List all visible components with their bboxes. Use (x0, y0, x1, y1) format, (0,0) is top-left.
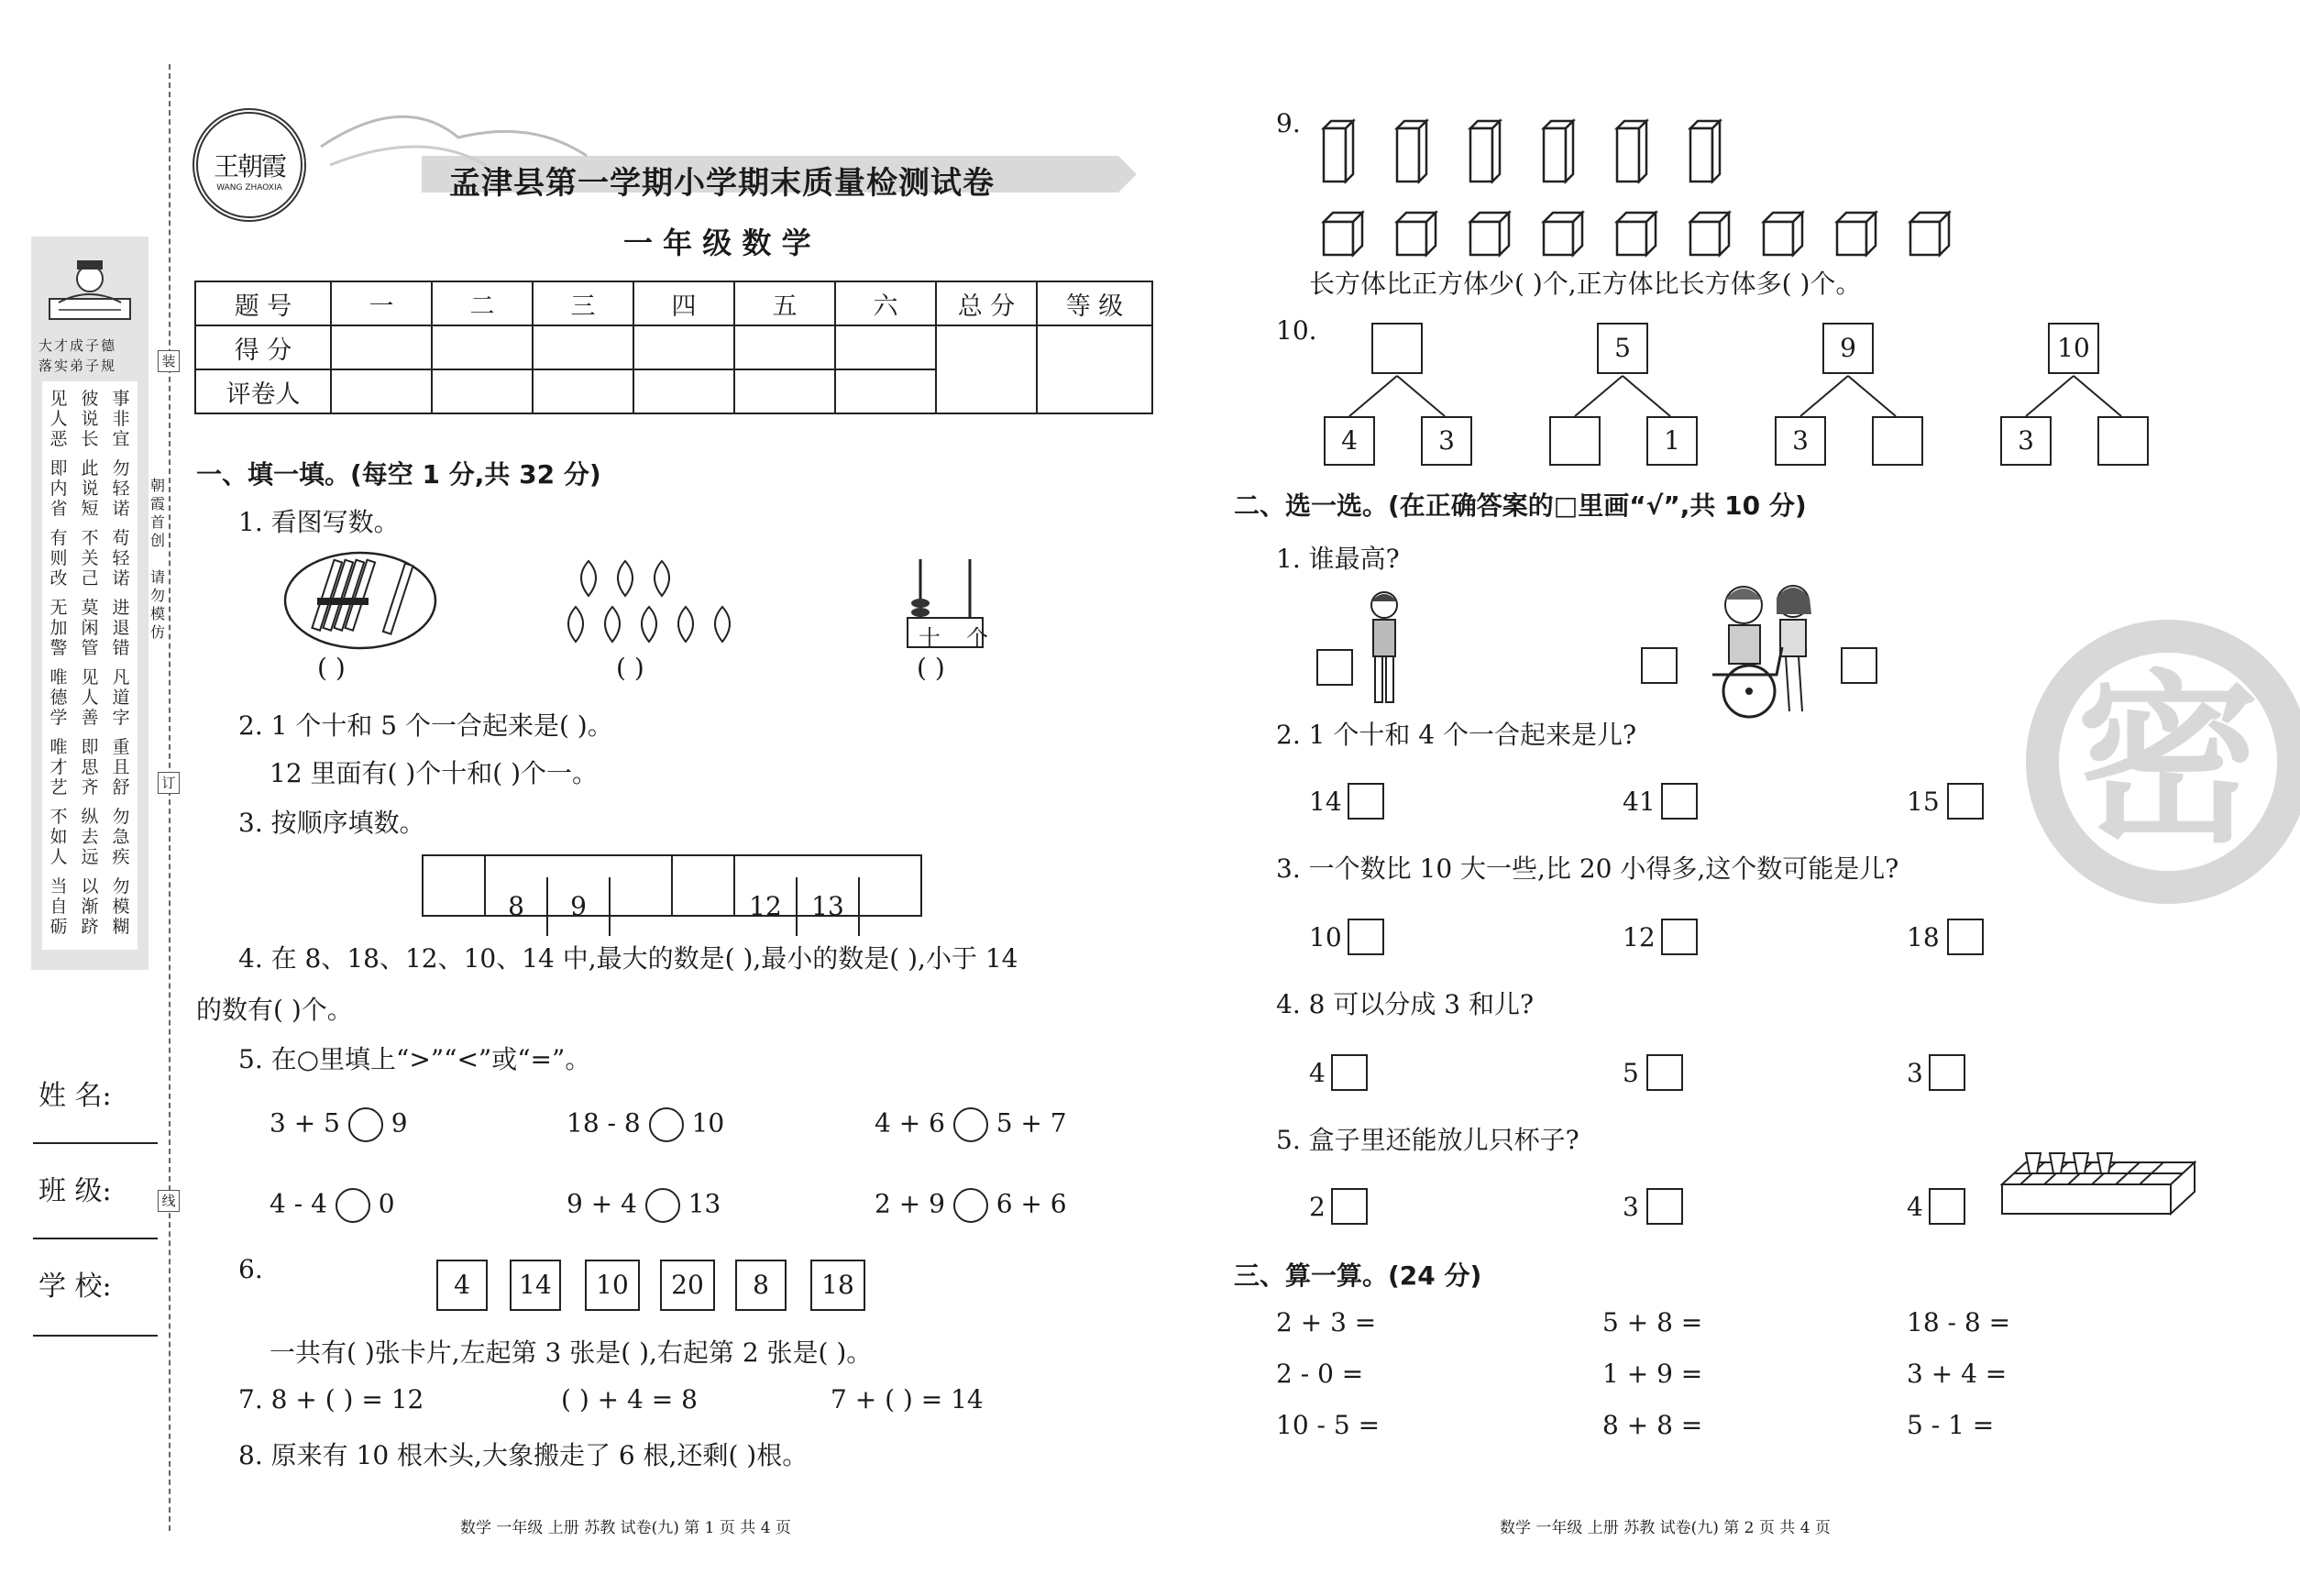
bond-right-box[interactable] (2097, 416, 2149, 466)
cuboids-picture (1320, 116, 1797, 185)
sequence-cell: 8 (486, 877, 548, 936)
sequence-cell: 13 (798, 877, 860, 936)
number-card: 4 (436, 1260, 488, 1311)
q4-text-line2: 的数有( )个。 (196, 995, 353, 1025)
q6-text: 一共有( )张卡片,左起第 3 张是( ),右起第 2 张是( )。 (270, 1337, 873, 1368)
answer-checkbox[interactable] (1947, 919, 1984, 955)
s2q1-text: 1. 谁最高? (1276, 544, 1400, 574)
calc-item: 2 - 0 = (1276, 1359, 1364, 1389)
compare-right: 13 (688, 1188, 721, 1219)
motto-rule-column: 见人善 (81, 667, 99, 728)
s2q4-text: 4. 8 可以分成 3 和儿? (1276, 989, 1534, 1019)
q6-number: 6. (238, 1254, 263, 1284)
compare-right: 5 + 7 (996, 1107, 1067, 1139)
calc-item: 18 - 8 = (1907, 1307, 2011, 1337)
motto-rule-column: 莫闲管 (81, 598, 99, 658)
compare-right: 9 (391, 1107, 408, 1139)
sequence-cell[interactable] (611, 856, 673, 915)
compare-right: 0 (378, 1188, 395, 1219)
q1-answer-3[interactable]: ( ) (917, 653, 945, 683)
page-footer-left: 数学 一年级 上册 苏教 试卷(九) 第 1 页 共 4 页 (460, 1519, 791, 1537)
motto-rule-column: 有则改 (50, 528, 68, 589)
page-footer-right: 数学 一年级 上册 苏教 试卷(九) 第 2 页 共 4 页 (1500, 1519, 1831, 1537)
grader-cell[interactable] (633, 369, 734, 413)
option-label: 10 (1309, 922, 1342, 952)
sequence-row (422, 854, 922, 921)
score-header-cell: 总 分 (936, 281, 1037, 325)
option-label: 4 (1309, 1058, 1326, 1088)
option-label: 18 (1907, 922, 1940, 952)
q7-item-1: 7. 8 + ( ) = 12 (238, 1384, 424, 1414)
number-card: 8 (735, 1260, 787, 1311)
answer-checkbox[interactable] (1661, 783, 1698, 820)
q3-text: 3. 按顺序填数。 (238, 808, 425, 838)
compare-circle[interactable] (953, 1188, 988, 1223)
watermark-seal (2026, 620, 2300, 904)
motto-rule-column: 苟轻诺 (112, 528, 130, 589)
score-header-cell: 六 (835, 281, 936, 325)
calc-item: 10 - 5 = (1276, 1410, 1381, 1440)
number-card: 18 (810, 1260, 865, 1311)
binding-mark-3: 线 (158, 1190, 180, 1212)
grader-row-label: 评卷人 (195, 369, 331, 413)
score-row-label: 得 分 (195, 325, 331, 369)
answer-checkbox[interactable] (1316, 649, 1353, 686)
answer-checkbox[interactable] (1661, 919, 1698, 955)
exam-title: 孟津县第一学期小学期末质量检测试卷 (449, 165, 995, 202)
sequence-cell[interactable] (424, 856, 486, 915)
q4-text-line1: 4. 在 8、18、12、10、14 中,最大的数是( ),最小的数是( ),小于 14 (238, 943, 1018, 974)
compare-left: 3 + 5 (270, 1107, 340, 1139)
score-header-cell: 二 (432, 281, 533, 325)
answer-checkbox[interactable] (1348, 783, 1384, 820)
grader-cell[interactable] (432, 369, 533, 413)
motto-rule-column: 以渐跻 (81, 876, 99, 937)
answer-checkbox[interactable] (1947, 783, 1984, 820)
grader-cell[interactable] (331, 369, 432, 413)
motto-bottom: 落实弟子规 (39, 358, 117, 374)
binding-mark-2: 订 (158, 772, 180, 794)
motto-rule-column: 即内省 (50, 458, 68, 519)
q9-number: 9. (1276, 108, 1301, 138)
q8-text: 8. 原来有 10 根木头,大象搬走了 6 根,还剩( )根。 (238, 1440, 809, 1470)
motto-top: 大才成子德 (39, 337, 117, 354)
motto-rule-column: 纵去远 (81, 807, 99, 867)
score-cell[interactable] (734, 325, 835, 369)
calc-item: 1 + 9 = (1602, 1359, 1703, 1389)
motto-rule-column: 不如人 (50, 807, 68, 867)
option-label: 12 (1623, 922, 1656, 952)
calc-item: 2 + 3 = (1276, 1307, 1377, 1337)
class-label: 班 级: (39, 1175, 112, 1207)
compare-circle[interactable] (336, 1188, 370, 1223)
compare-left: 4 - 4 (270, 1188, 327, 1219)
motto-rule-column: 事非宜 (112, 389, 130, 449)
name-label: 姓 名: (39, 1080, 112, 1112)
option-label: 3 (1907, 1058, 1923, 1088)
grader-cell[interactable] (835, 369, 936, 413)
section1-heading: 一、填一填。(每空 1 分,共 32 分) (196, 459, 601, 490)
score-cell[interactable] (331, 325, 432, 369)
compare-left: 4 + 6 (875, 1107, 945, 1139)
peaches-picture (561, 550, 735, 651)
compare-right: 10 (691, 1107, 725, 1139)
option-label: 2 (1309, 1192, 1326, 1222)
total-score-cell[interactable] (936, 325, 1037, 413)
watermark-text: 密 (2075, 653, 2260, 868)
school-field-line[interactable] (33, 1335, 158, 1337)
number-card: 20 (660, 1260, 715, 1311)
q2a-text: 2. 1 个十和 5 个一合起来是( )。 (238, 710, 613, 741)
grade-cell[interactable] (1037, 325, 1152, 413)
motto-rule-column: 唯德学 (50, 667, 68, 728)
grader-cell[interactable] (533, 369, 633, 413)
motto-rule-column: 即思齐 (81, 737, 99, 798)
bond-top-box: 5 (1597, 323, 1648, 374)
bond-top-box: 9 (1822, 323, 1874, 374)
motto-rule-column: 勿模糊 (112, 876, 130, 937)
sequence-cell: 9 (548, 877, 611, 936)
logo-text: 王朝霞 (213, 151, 285, 182)
grader-cell[interactable] (734, 369, 835, 413)
compare-item (875, 1188, 1067, 1223)
compare-left: 18 - 8 (567, 1107, 641, 1139)
score-table (194, 281, 1153, 414)
score-header-cell: 三 (533, 281, 633, 325)
abacus-label-ones: 个 (966, 625, 988, 651)
bond-right-box: 3 (1421, 416, 1472, 466)
compare-item (567, 1107, 724, 1142)
motto-rule-column: 彼说长 (81, 389, 99, 449)
logo-sub: WANG ZHAOXIA (216, 183, 282, 193)
compare-item (270, 1107, 408, 1142)
children-wheelchair-picture (1694, 574, 1832, 721)
motto-rule-column: 见人恶 (50, 389, 68, 449)
number-card: 10 (585, 1260, 640, 1311)
answer-checkbox[interactable] (1348, 919, 1384, 955)
sticks-bundle-picture (282, 550, 438, 651)
answer-checkbox[interactable] (1929, 1188, 1965, 1225)
class-field-line[interactable] (33, 1238, 158, 1239)
sequence-cell[interactable] (673, 856, 735, 915)
q7-item-2: ( ) + 4 = 8 (561, 1384, 698, 1414)
compare-item (567, 1188, 721, 1223)
bond-right-box: 1 (1646, 416, 1698, 466)
compare-right: 6 + 6 (996, 1188, 1067, 1219)
school-label: 学 校: (39, 1271, 112, 1303)
calc-item: 8 + 8 = (1602, 1410, 1703, 1440)
motto-strip (31, 237, 149, 970)
score-header-cell: 等 级 (1037, 281, 1152, 325)
motto-rule-column: 凡道字 (112, 667, 130, 728)
bond-left-box: 3 (1775, 416, 1826, 466)
motto-rule-column: 勿轻诺 (112, 458, 130, 519)
binding-mark-1: 装 (158, 350, 180, 372)
motto-rule-column: 当自砺 (50, 876, 68, 937)
bond-left-box[interactable] (1549, 416, 1601, 466)
q2b-text: 12 里面有( )个十和( )个一。 (270, 758, 599, 788)
abacus-label-tens: 十 (919, 625, 941, 651)
score-header-cell: 四 (633, 281, 734, 325)
answer-checkbox[interactable] (1331, 1054, 1368, 1091)
bond-left-box: 3 (2000, 416, 2052, 466)
number-card: 14 (510, 1260, 561, 1311)
s2q5-text: 5. 盒子里还能放儿只杯子? (1276, 1125, 1579, 1155)
q1-answer-2[interactable]: ( ) (616, 653, 644, 683)
sequence-cell: 12 (735, 877, 798, 936)
boy-picture (1357, 587, 1412, 715)
answer-checkbox[interactable] (1929, 1054, 1965, 1091)
binding-line (169, 64, 171, 1531)
option-label: 4 (1907, 1192, 1923, 1222)
score-cell[interactable] (835, 325, 936, 369)
compare-circle[interactable] (645, 1188, 680, 1223)
option-label: 14 (1309, 787, 1342, 817)
section2-heading: 二、选一选。(在正确答案的□里画“√”,共 10 分) (1234, 490, 1807, 521)
calc-item: 3 + 4 = (1907, 1359, 2008, 1389)
s2q2-text: 2. 1 个十和 4 个一合起来是儿? (1276, 720, 1636, 750)
answer-checkbox[interactable] (1641, 647, 1678, 684)
q1-text: 1. 看图写数。 (238, 507, 400, 537)
option-label: 5 (1623, 1058, 1639, 1088)
motto-rule-column: 勿急疾 (112, 807, 130, 867)
cup-box-picture (1998, 1148, 2200, 1221)
bond-top-box: 10 (2048, 323, 2099, 374)
answer-checkbox[interactable] (1646, 1054, 1683, 1091)
calc-item: 5 - 1 = (1907, 1410, 1995, 1440)
motto-rule-column: 重且舒 (112, 737, 130, 798)
answer-checkbox[interactable] (1841, 647, 1877, 684)
exam-subtitle: 一 年 级 数 学 (623, 226, 811, 260)
compare-item (875, 1107, 1067, 1142)
score-cell[interactable] (432, 325, 533, 369)
compare-left: 9 + 4 (567, 1188, 637, 1219)
compare-circle[interactable] (953, 1107, 988, 1142)
score-header-cell: 一 (331, 281, 432, 325)
section3-heading: 三、算一算。(24 分) (1234, 1260, 1482, 1291)
side-note-1: 朝霞首创 (150, 477, 166, 549)
compare-left: 2 + 9 (875, 1188, 945, 1219)
compare-item (270, 1188, 395, 1223)
score-cell[interactable] (633, 325, 734, 369)
q10-number: 10. (1276, 315, 1317, 346)
q5-text: 5. 在○里填上“>”“<”或“=”。 (238, 1044, 591, 1074)
motto-rule-column: 不关己 (81, 528, 99, 589)
motto-rule-column: 进退错 (112, 598, 130, 658)
bond-right-box[interactable] (1872, 416, 1923, 466)
motto-rule-column: 唯才艺 (50, 737, 68, 798)
score-cell[interactable] (533, 325, 633, 369)
q1-answer-1[interactable]: ( ) (317, 653, 346, 683)
score-header-cell: 五 (734, 281, 835, 325)
side-note-2: 请勿模仿 (150, 568, 166, 641)
s2q3-text: 3. 一个数比 10 大一些,比 20 小得多,这个数可能是儿? (1276, 853, 1899, 884)
option-label: 41 (1623, 787, 1656, 817)
q7-item-3: 7 + ( ) = 14 (831, 1384, 984, 1414)
answer-checkbox[interactable] (1331, 1188, 1368, 1225)
scholar-illustration (31, 246, 149, 334)
cubes-picture (1320, 209, 1980, 260)
answer-checkbox[interactable] (1646, 1188, 1683, 1225)
compare-circle[interactable] (649, 1107, 684, 1142)
name-field-line[interactable] (33, 1142, 158, 1144)
compare-circle[interactable] (348, 1107, 383, 1142)
bond-left-box: 4 (1324, 416, 1375, 466)
calc-item: 5 + 8 = (1602, 1307, 1703, 1337)
motto-rule-column: 此说短 (81, 458, 99, 519)
bond-top-box[interactable] (1371, 323, 1423, 374)
q9-text: 长方体比正方体少( )个,正方体比长方体多( )个。 (1309, 269, 1862, 299)
score-header-cell: 题 号 (195, 281, 331, 325)
motto-rule-column: 无加警 (50, 598, 68, 658)
option-label: 15 (1907, 787, 1940, 817)
sequence-cell[interactable] (860, 856, 922, 915)
logo (193, 108, 306, 222)
option-label: 3 (1623, 1192, 1639, 1222)
